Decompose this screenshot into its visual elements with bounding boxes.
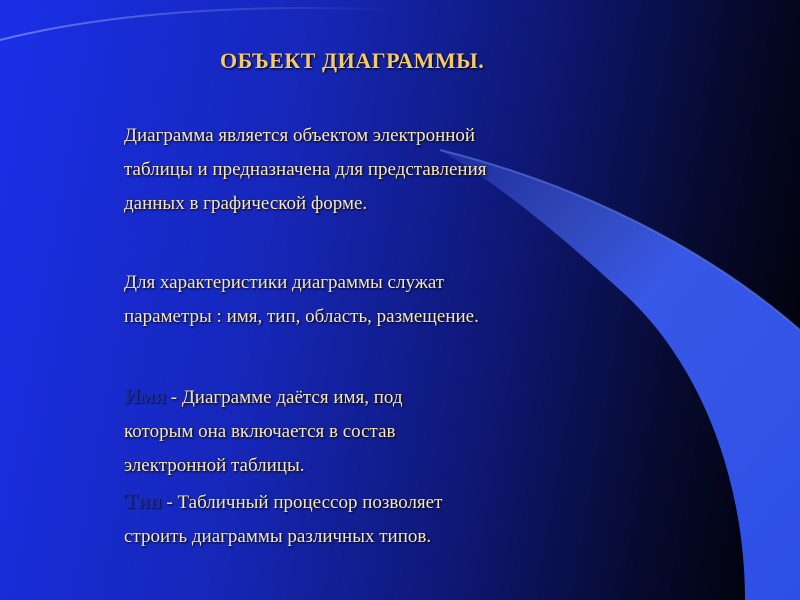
text-line: данных в графической форме. [124, 193, 368, 214]
text-line: Для характеристики диаграммы служат [124, 272, 445, 293]
term-name: Имя [124, 384, 166, 408]
text-line: параметры : имя, тип, область, размещение. [124, 306, 479, 327]
paragraph-parameters [124, 266, 644, 334]
text-line: Диаграмма является объектом электронной [124, 125, 476, 146]
slide-title: ОБЪЕКТ ДИАГРАММЫ. [220, 48, 485, 73]
text-line [124, 484, 594, 520]
text-fragment: - Диаграмме даётся имя, под [166, 387, 403, 408]
top-arc [0, 8, 400, 40]
text-line [124, 379, 544, 415]
paragraph-name [124, 379, 544, 483]
text-line: электронной таблицы. [124, 455, 305, 476]
text-line: таблицы и предназначена для представления [124, 159, 487, 180]
paragraph-type [124, 484, 594, 554]
paragraph-definition [124, 119, 644, 221]
text-line: которым она включается в состав [124, 421, 396, 442]
text-fragment: - Табличный процессор позволяет [161, 492, 443, 513]
term-type: Тип [124, 489, 162, 513]
text-line: строить диаграммы различных типов. [124, 526, 432, 547]
